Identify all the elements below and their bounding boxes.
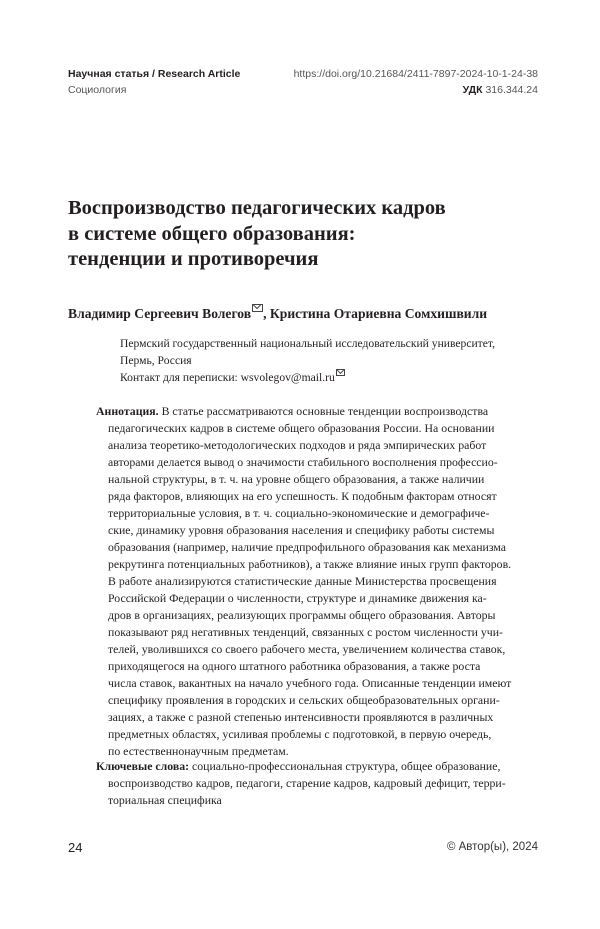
abstract-label: Аннотация. [96, 404, 159, 418]
udk-label: УДК [462, 84, 483, 96]
affiliation-line: Пермский государственный национальный исследовательский университет, [120, 337, 495, 350]
abstract-line: ские, динамику уровня образования населения и специфику работы системы [108, 523, 495, 537]
abstract-line: предметных областях, усиливая проблемы с подготовкой, в первую очередь, [108, 727, 492, 741]
contact-line [120, 369, 540, 386]
abstract-line: ряда факторов, влияющих на его успешность. К подобным факторам относят [108, 489, 497, 503]
abstract-line: Российской Федерации о численности, структуре и динамике движения ка- [108, 591, 487, 605]
contact-text[interactable]: Контакт для переписки: wsvolegov@mail.ru [120, 371, 335, 384]
abstract-line: телей, уволившихся со своего рабочего места, увеличением количества ставок, [108, 642, 506, 656]
abstract-line: числа ставок, вакантных на начало учебного года. Описанные тенденции имеют [108, 676, 512, 690]
abstract-line: приходящегося на одного штатного работника образования, а также роста [108, 659, 481, 673]
abstract-line: авторами делается вывод о значимости стабильного восполнения профессио- [108, 455, 498, 469]
abstract-line: рекрутинга потенциальных работников), а также влияние иных групп факторов. [108, 557, 512, 571]
abstract-line: территориальные условия, в т. ч. социально-экономические и демографиче- [108, 506, 490, 520]
abstract-line: показывают ряд негативных тенденций, связанных с ростом численности учи- [108, 625, 503, 639]
abstract [96, 403, 543, 760]
affiliation [120, 335, 540, 386]
abstract-line: дров в организациях, реализующих программы общего образования. Авторы [108, 608, 496, 622]
udk-line [294, 82, 538, 98]
keywords-line: воспроизводство кадров, педагоги, старение кадров, кадровый дефицит, терри- [108, 776, 506, 790]
abstract-line: анализа теоретико-методологических подходов и ряда эмпирических работ [108, 438, 487, 452]
title-line: в системе общего образования: [68, 222, 356, 245]
abstract-line: зациях, а также с разной степенью интенсивности проявляются в различных [108, 710, 494, 724]
article-header-left [68, 66, 240, 98]
keywords-text: социально-профессиональная структура, общее образование, [189, 759, 501, 773]
abstract-line: специфику проявления в городских и сельских общеобразовательных органи- [108, 693, 500, 707]
envelope-icon[interactable] [252, 304, 263, 312]
udk-value: 316.344.24 [485, 84, 538, 96]
abstract-line: педагогических кадров в системе общего образования России. На основании [108, 421, 495, 435]
article-title [68, 196, 538, 273]
keywords-line: ториальная специфика [108, 793, 222, 807]
author-separator: , [263, 306, 270, 321]
title-line: Воспроизводство педагогических кадров [68, 197, 446, 219]
keywords-line [96, 758, 543, 775]
title-line: тенденции и противоречия [68, 248, 319, 270]
abstract-line: образования (например, наличие предпрофильного образования как механизма [108, 540, 506, 554]
author-name: Владимир Сергеевич Волегов [68, 306, 252, 321]
envelope-icon [336, 369, 345, 376]
affiliation-line: Пермь, Россия [120, 354, 192, 367]
abstract-line: по естественнонаучным предметам. [108, 744, 289, 758]
page-number: 24 [68, 840, 83, 855]
abstract-text: В статье рассматриваются основные тенденции воспроизводства [158, 404, 489, 418]
doi-link[interactable]: https://doi.org/10.21684/2411-7897-2024-10-1-24-38 [293, 68, 538, 80]
abstract-line: В работе анализируются статистические данные Министерства просвещения [108, 574, 497, 588]
article-type: Научная статья / Research Article [68, 68, 241, 80]
abstract-line: нальной структуры, в т. ч. на уровне общего образования, а также наличии [108, 472, 485, 486]
keywords [96, 758, 543, 809]
article-section: Социология [68, 84, 127, 96]
copyright: © Автор(ы), 2024 [446, 841, 538, 853]
abstract-line [96, 403, 543, 420]
author-name: Кристина Отариевна Сомхишвили [269, 306, 488, 321]
authors [68, 304, 487, 322]
article-header-right [294, 66, 538, 98]
keywords-label: Ключевые слова: [96, 759, 190, 773]
